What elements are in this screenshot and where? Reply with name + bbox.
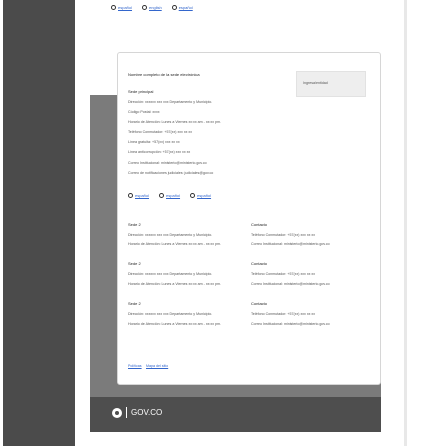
language-label: español xyxy=(118,5,133,10)
branch-line: Dirección: xxxxxx xxx xxx Departamento y Municipio. xyxy=(128,233,213,237)
contact-line: Teléfono Conmutador: +57(xx) xxx xx xx xyxy=(251,312,316,316)
language-icon xyxy=(128,193,133,198)
branch-title: Sede 2 xyxy=(128,301,141,306)
language-icon xyxy=(111,5,116,10)
branch-line: Dirección: xxxxxx xxx xxx Departamento y Municipio. xyxy=(128,272,213,276)
contact-title: Contacto xyxy=(251,261,268,266)
language-option[interactable] xyxy=(159,193,180,198)
policies-link[interactable]: Políticas xyxy=(128,364,142,368)
entity-name: Nombre completo de la sede electrónica xyxy=(128,72,200,77)
contact-title: Contacto xyxy=(251,222,268,227)
branch-title: Sede 2 xyxy=(128,222,141,227)
language-icon xyxy=(159,193,164,198)
language-option[interactable] xyxy=(128,193,149,198)
language-icon xyxy=(190,193,195,198)
branch-line: Horario de Atención: Lunes a Viernes xx:xx am - xx:xx pm. xyxy=(128,242,222,246)
main-office-line: Correo Institucional: ministerio@ministerio.gov.co xyxy=(128,161,207,165)
contact-title: Contacto xyxy=(251,301,268,306)
govco-brand-text: GOV.CO xyxy=(131,408,163,417)
branch-line: Horario de Atención: Lunes a Viernes xx:xx am - xx:xx pm. xyxy=(128,322,222,326)
contact-line: Teléfono Conmutador: +57(xx) xxx xx xx xyxy=(251,233,316,237)
main-office-line: Correo de notificaciones judiciales: judiciales@gov.co xyxy=(128,171,214,175)
contact-line: Teléfono Conmutador: +57(xx) xxx xx xx xyxy=(251,272,316,276)
language-option[interactable] xyxy=(111,5,132,10)
main-office-line: Código Postal: xxxx xyxy=(128,110,160,114)
language-option[interactable] xyxy=(142,5,162,10)
branch-title: Sede 2 xyxy=(128,261,141,266)
footer-divider xyxy=(126,407,127,418)
contact-line: Correo Institucional: ministerio@ministerio.gov.co xyxy=(251,282,330,286)
main-office-line: Línea gratuita: +57(xx) xxx xx xx xyxy=(128,140,180,144)
main-office-line: Teléfono Conmutador: +57(xx) xxx xx xx xyxy=(128,130,193,134)
login-box[interactable] xyxy=(296,71,366,97)
language-selector xyxy=(111,5,193,10)
language-label: español xyxy=(178,5,193,10)
contact-line: Correo Institucional: ministerio@ministerio.gov.co xyxy=(251,322,330,326)
main-office-title: Sede principal xyxy=(128,89,154,94)
login-label: Ingresa/entidad xyxy=(303,81,328,85)
right-scrollbar-area xyxy=(404,0,422,446)
left-sidebar xyxy=(3,0,75,446)
branch-line: Horario de Atención: Lunes a Viernes xx:xx am - xx:xx pm. xyxy=(128,282,222,286)
language-option[interactable] xyxy=(172,5,193,10)
language-icon xyxy=(172,5,177,10)
language-label: español xyxy=(166,193,181,198)
language-label: español xyxy=(135,193,150,198)
site-info-card xyxy=(117,52,381,385)
co-logo-icon xyxy=(112,408,122,418)
card-language-selector xyxy=(128,193,211,198)
language-label: english xyxy=(149,5,162,10)
main-office-line: Horario de Atención: Lunes a Viernes xx:xx am - xx:xx pm. xyxy=(128,120,222,124)
main-office-line: Línea anticorrupción: +57(xx) xxx xx xx xyxy=(128,150,191,154)
contact-line: Correo Institucional: ministerio@ministerio.gov.co xyxy=(251,242,330,246)
language-icon xyxy=(142,5,147,10)
govco-footer-logo[interactable] xyxy=(112,407,162,418)
branch-line: Dirección: xxxxxx xxx xxx Departamento y Municipio. xyxy=(128,312,213,316)
language-option[interactable] xyxy=(190,193,211,198)
sitemap-link[interactable]: Mapa del sitio xyxy=(146,364,169,368)
language-label: español xyxy=(197,193,212,198)
main-office-line: Dirección: xxxxxx xxx xxx Departamento y Municipio. xyxy=(128,100,213,104)
